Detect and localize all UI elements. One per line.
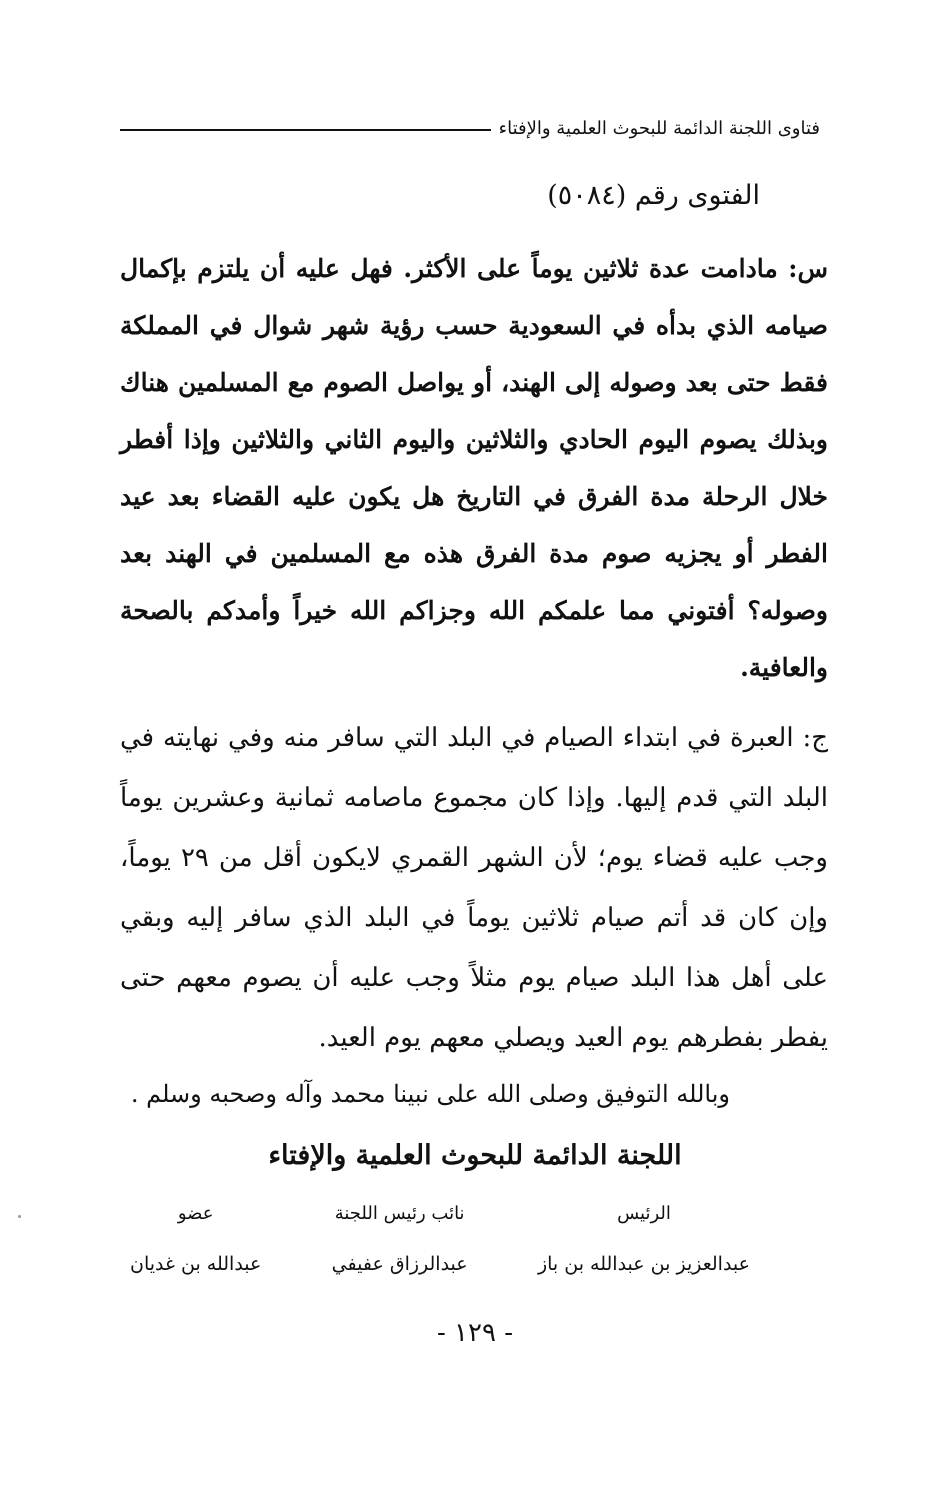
scan-speck <box>18 1215 21 1218</box>
question-text: س: مادامت عدة ثلاثين يوماً على الأكثر. فهل عليه أن يلتزم بإكمال صيامه الذي بدأه في السعودية حسب رؤية شهر شوال في المملكة فقط حتى بعد وصوله إلى الهند، أو يواصل الصوم مع المسلمين هناك وبذلك يصوم اليوم الحادي والثلاثين واليوم الثاني والثلاثين وإذا أفطر خلال الرحلة مدة الفرق في التاريخ هل يكون عليه القضاء بعد عيد الفطر أو يجزيه صوم مدة الفرق هذه مع المسلمين في الهند بعد وصوله؟ أفتوني مما علمكم الله وجزاكم الله خيراً وأمدكم بالصحة والعافية. <box>120 254 828 682</box>
signatory-role: الرئيس <box>617 1203 671 1224</box>
answer-text: ج: العبرة في ابتداء الصيام في البلد التي سافر منه وفي نهايته في البلد التي قدم إليها. وإذا كان مجموع ماصامه ثمانية وعشرين يوماً وجب عليه قضاء يوم؛ لأن الشهر القمري لايكون أقل من ٢٩ يوماً، وإن كان قد أتم صيام ثلاثين يوماً في البلد الذي سافر إليه وبقي على أهل هذا البلد صيام يوم مثلاً وجب عليه أن يصوم معهم حتى يفطر بفطرهم يوم العيد ويصلي معهم يوم العيد. <box>120 723 828 1053</box>
signatory-name: عبدالعزيز بن عبدالله بن باز <box>537 1253 750 1275</box>
header-title: فتاوى اللجنة الدائمة للبحوث العلمية والإفتاء <box>498 117 820 139</box>
header-rule <box>120 129 491 131</box>
signatory-name: عبدالرزاق عفيفي <box>331 1253 468 1275</box>
page-number: - ١٢٩ - <box>436 1318 514 1348</box>
signatory-role: نائب رئيس اللجنة <box>334 1203 465 1224</box>
closing-line: وبالله التوفيق وصلى الله على نبينا محمد وآله وصحبه وسلم . <box>130 1080 730 1108</box>
signatory-member <box>130 1200 261 1278</box>
signatory-name: عبدالله بن غديان <box>130 1253 262 1275</box>
signatures <box>130 1200 750 1278</box>
signatory-role: عضو <box>177 1203 214 1224</box>
committee-name: اللجنة الدائمة للبحوث العلمية والإفتاء <box>268 1140 682 1171</box>
running-header <box>120 110 820 146</box>
answer-block <box>120 708 828 1068</box>
question-block <box>120 240 828 696</box>
signatory-vice-chair <box>332 1200 468 1278</box>
fatwa-number: الفتوى رقم (٥٠٨٤) <box>547 180 760 211</box>
signatory-chair <box>538 1200 750 1278</box>
